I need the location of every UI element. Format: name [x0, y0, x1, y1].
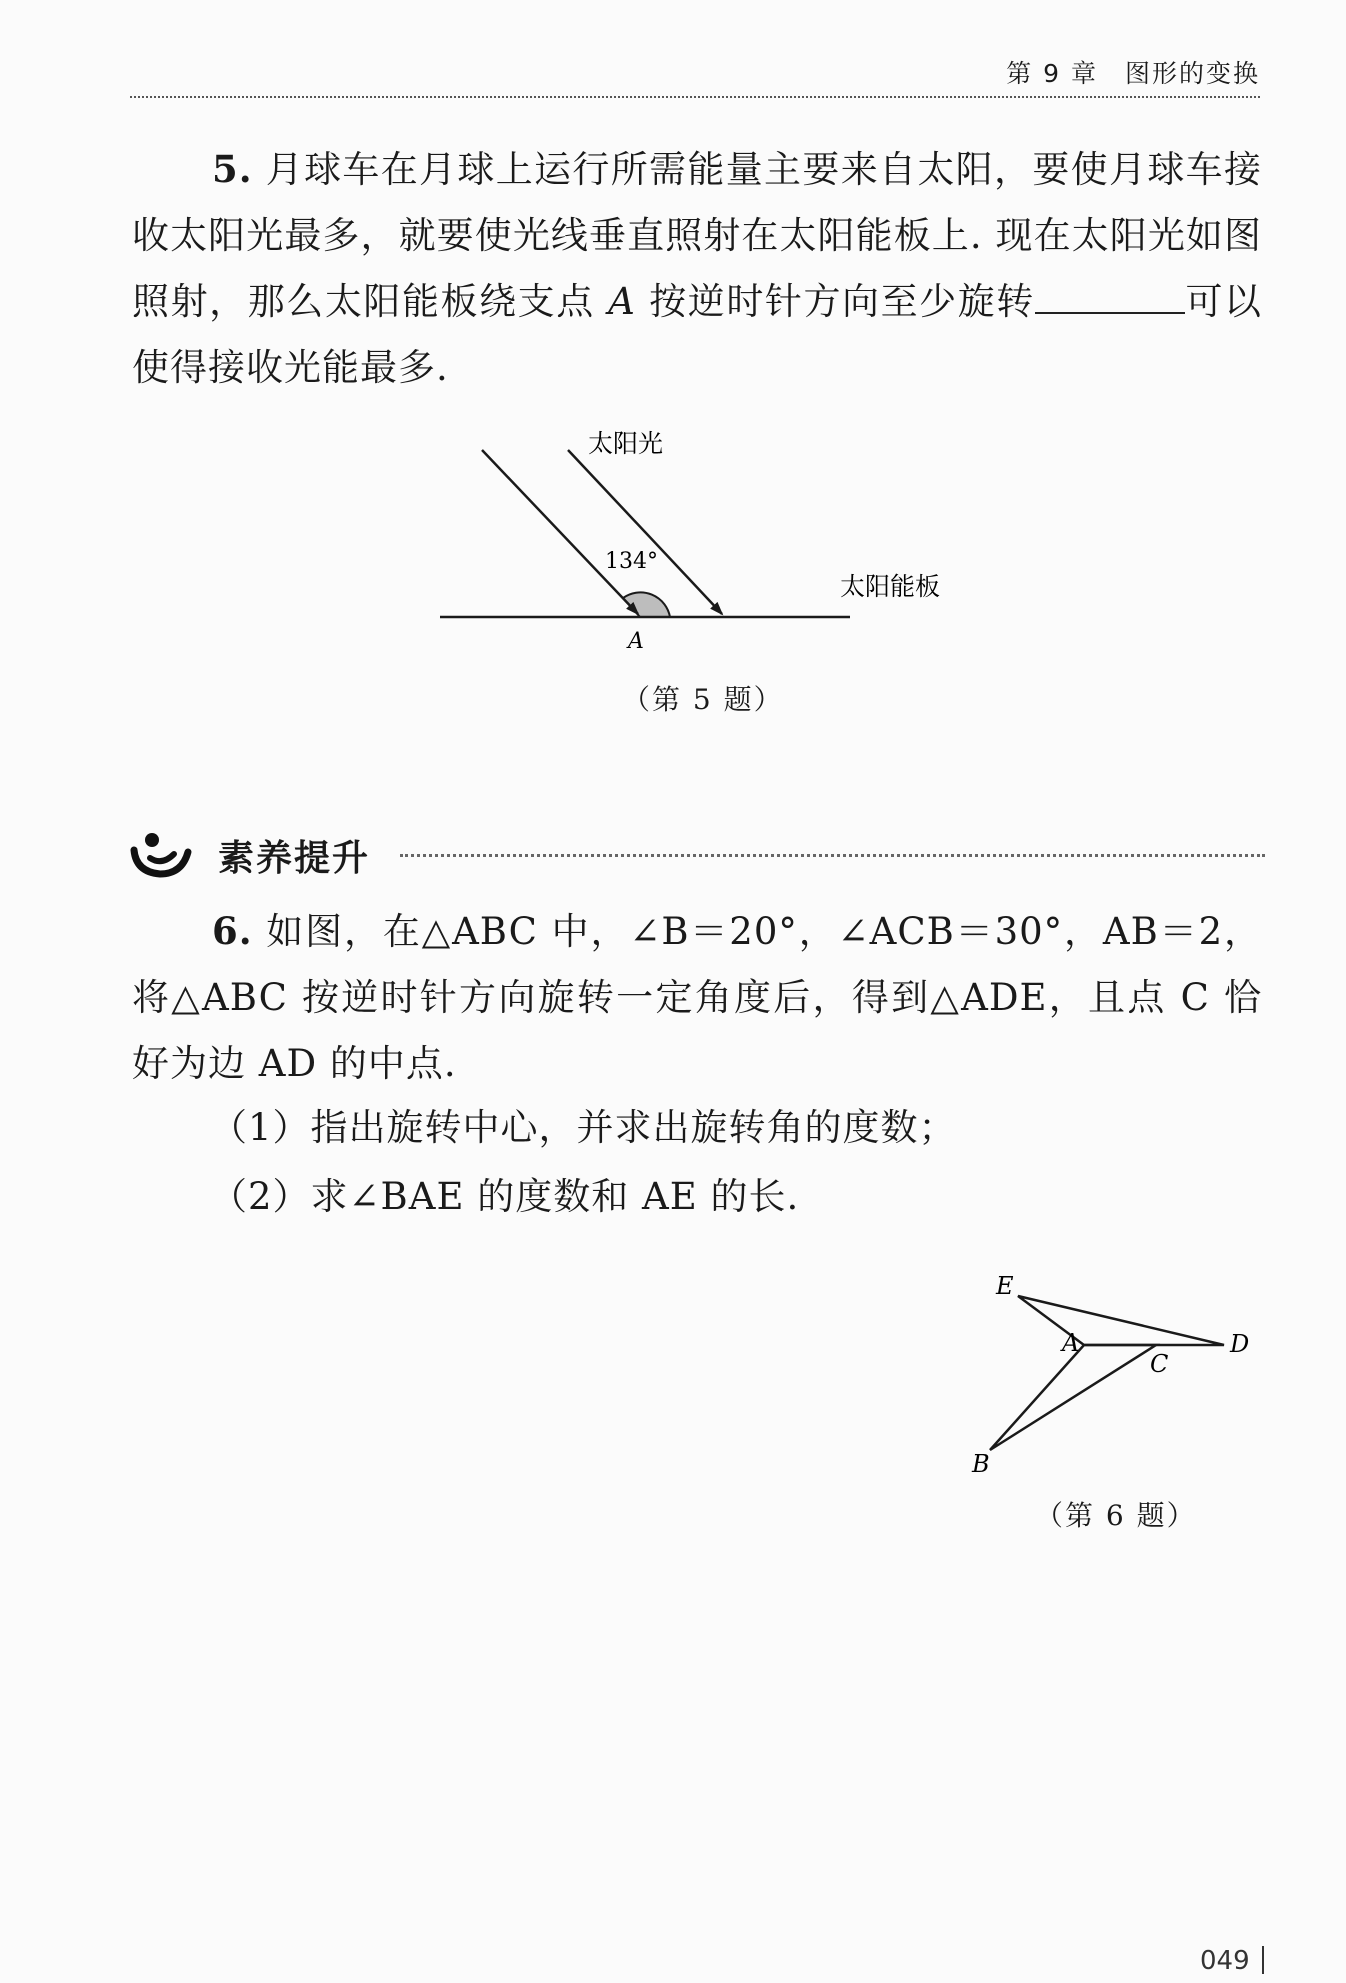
question-5-point: A	[608, 280, 636, 323]
question-6-number: 6.	[212, 909, 253, 953]
question-6-part-2: （2）求∠BAE 的度数和 AE 的长.	[210, 1175, 800, 1218]
section-logo-icon	[130, 828, 210, 884]
label-d: D	[1230, 1330, 1250, 1358]
solar-panel-label: 太阳能板	[840, 572, 941, 601]
question-6	[132, 898, 1262, 1097]
section-header	[130, 828, 1265, 884]
question-6-part-1: （1）指出旋转中心，并求出旋转角的度数；	[210, 1106, 957, 1149]
label-b: B	[972, 1450, 990, 1478]
figure-6-caption: （第 6 题）	[1035, 1499, 1197, 1532]
angle-label: 134°	[605, 549, 658, 574]
triangle-ade	[1018, 1296, 1224, 1345]
label-e: E	[996, 1272, 1014, 1300]
sun-ray-1	[482, 450, 638, 614]
label-a: A	[1062, 1329, 1080, 1357]
sunlight-label: 太阳光	[588, 429, 664, 458]
triangle-abc	[990, 1345, 1156, 1450]
page-number-bar	[1262, 1946, 1264, 1974]
answer-blank[interactable]	[1035, 280, 1185, 314]
figure-5	[420, 420, 960, 660]
figure-5-caption: （第 5 题）	[622, 683, 784, 716]
chapter-title: 第 9 章 图形的变换	[1006, 59, 1260, 88]
question-5-text-after: 可以使得接收光能最多.	[132, 280, 1263, 389]
page-number: 049	[1200, 1946, 1250, 1976]
question-5-text-before: 月球车在月球上运行所需能量主要来自太阳，要使月球车接收太阳光最多，就要使光线垂直照射在太阳能板上. 现在太阳光如图照射，那么太阳能板绕支点	[132, 148, 1262, 323]
question-6-text: 如图，在△ABC 中，∠B＝20°，∠ACB＝30°，AB＝2，将△ABC 按逆时针方向旋转一定角度后，得到△ADE，且点 C 恰好为边 AD 的中点.	[132, 910, 1262, 1085]
section-divider	[400, 854, 1265, 857]
point-a-label: A	[628, 629, 644, 654]
question-5-number: 5.	[212, 147, 253, 191]
question-5-text-mid: 按逆时针方向至少旋转	[635, 280, 1035, 323]
question-5	[132, 136, 1262, 401]
page-header	[130, 50, 1260, 98]
sun-ray-2	[568, 450, 722, 614]
label-c: C	[1150, 1350, 1169, 1378]
section-title: 素养提升	[218, 838, 371, 879]
figure-6	[960, 1250, 1280, 1480]
